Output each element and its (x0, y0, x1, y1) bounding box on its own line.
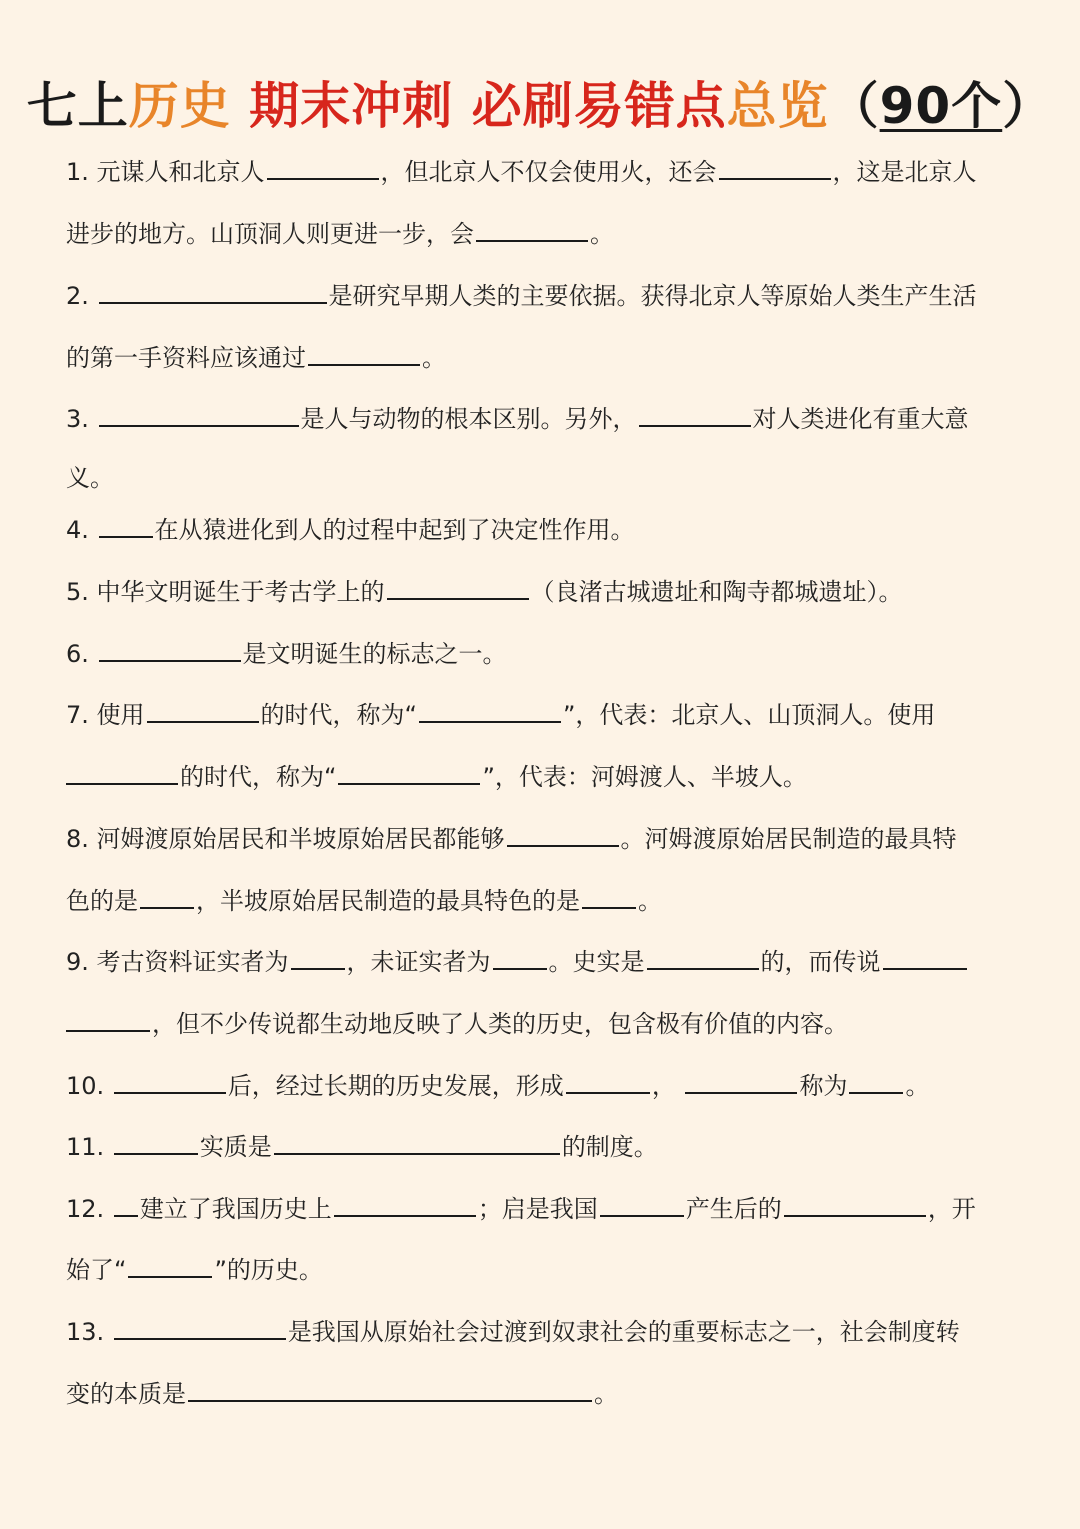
question-10-line (66, 1069, 1026, 1103)
q8-blank-1[interactable] (507, 823, 619, 847)
q1-blank-2[interactable] (719, 156, 831, 180)
q7-blank-3[interactable] (66, 761, 178, 785)
q10-text-d: 称为 (799, 1072, 848, 1100)
title-part-subject: 历史 (128, 77, 231, 135)
q10-blank-2[interactable] (566, 1070, 650, 1094)
q2-text-d: 。 (422, 344, 446, 372)
q6-text-a: 6. (66, 640, 89, 668)
question-3-line-1 (66, 402, 1026, 436)
q6-blank-1[interactable] (99, 638, 241, 662)
question-13-line-2 (66, 1377, 1026, 1411)
q7-text-d: 的时代，称为“ (180, 763, 337, 791)
q3-text-c: 对人类进化有重大意 (752, 405, 969, 433)
q2-blank-2[interactable] (308, 342, 420, 366)
q5-blank-1[interactable] (387, 576, 529, 600)
question-9-line-2 (66, 1007, 1026, 1041)
question-6-line (66, 637, 1026, 671)
q9-blank-4b[interactable] (66, 1008, 150, 1032)
q8-text-a: 8. 河姆渡原始居民和半坡原始居民都能够 (66, 825, 505, 853)
q3-text-d: 义。 (66, 464, 114, 492)
question-12-line-1 (66, 1192, 1026, 1226)
q9-text-a: 9. 考古资料证实者为 (66, 948, 289, 976)
question-13-line-1 (66, 1315, 1026, 1349)
q9-text-b: ，未证实者为 (346, 948, 491, 976)
q4-blank-1[interactable] (99, 514, 153, 538)
q7-text-b: 的时代，称为“ (260, 701, 417, 729)
q7-blank-2[interactable] (419, 699, 561, 723)
q10-text-a: 10. (66, 1072, 105, 1100)
q10-text-b: 后，经过长期的历史发展，形成 (227, 1072, 564, 1100)
q11-text-a: 11. (66, 1133, 105, 1161)
q12-blank-5[interactable] (128, 1254, 212, 1278)
q13-text-c: 变的本质是 (66, 1380, 186, 1408)
q3-text-b: 是人与动物的根本区别。另外， (300, 405, 637, 433)
q3-text-a: 3. (66, 405, 89, 433)
q5-text-b: （良渚古城遗址和陶寺都城遗址）。 (530, 578, 903, 606)
question-11-line (66, 1130, 1026, 1164)
q7-text-e: ”，代表：河姆渡人、半坡人。 (482, 763, 807, 791)
q12-text-c: ；启是我国 (477, 1195, 598, 1223)
q9-text-c: 。史实是 (548, 948, 645, 976)
question-8-line-1 (66, 822, 1026, 856)
q12-text-e: ，开 (927, 1195, 976, 1223)
page-title (0, 66, 1080, 138)
q11-blank-1[interactable] (114, 1131, 198, 1155)
q3-blank-2[interactable] (639, 403, 751, 427)
title-part-errorpoints: 必刷易错点 (471, 77, 727, 135)
q7-text-a: 7. 使用 (66, 701, 145, 729)
q10-blank-3[interactable] (685, 1070, 797, 1094)
question-8-line-2 (66, 884, 1026, 918)
q8-text-d: ，半坡原始居民制造的最具特色的是 (196, 887, 580, 915)
q10-blank-1[interactable] (114, 1070, 226, 1094)
question-5-line (66, 575, 1026, 609)
q9-blank-1[interactable] (291, 946, 345, 970)
q10-blank-4[interactable] (849, 1070, 903, 1094)
q8-blank-3[interactable] (582, 885, 636, 909)
title-count: 90个 (879, 77, 1003, 135)
q12-text-b: 建立了我国历史上 (139, 1195, 332, 1223)
q1-blank-3[interactable] (476, 218, 588, 242)
q13-text-d: 。 (594, 1380, 618, 1408)
q3-blank-1[interactable] (99, 403, 299, 427)
q13-blank-2[interactable] (188, 1378, 592, 1402)
q12-text-a: 12. (66, 1195, 105, 1223)
q12-text-f: 始了“ (66, 1256, 127, 1284)
question-12-line-2 (66, 1253, 1026, 1287)
title-paren-close: ） (1002, 77, 1054, 135)
q2-blank-1[interactable] (99, 280, 327, 304)
title-part-grade: 七上 (26, 77, 129, 135)
q12-blank-1[interactable] (114, 1193, 138, 1217)
q9-blank-3[interactable] (647, 946, 759, 970)
q13-blank-1[interactable] (114, 1316, 286, 1340)
q11-blank-2[interactable] (274, 1131, 560, 1155)
q7-blank-4[interactable] (338, 761, 480, 785)
q8-text-c: 色的是 (66, 887, 138, 915)
question-4-line (66, 513, 1026, 547)
question-3-line-2 (66, 461, 1026, 495)
q8-text-b: 。河姆渡原始居民制造的最具特 (620, 825, 957, 853)
title-part-sprint: 期末冲刺 (249, 77, 454, 135)
question-7-line-2 (66, 760, 1026, 794)
q9-blank-2[interactable] (493, 946, 547, 970)
title-part-overview: 总览 (726, 77, 829, 135)
q1-text-e: 。 (590, 220, 614, 248)
q2-text-a: 2. (66, 282, 89, 310)
q1-text-c: ，这是北京人 (832, 158, 977, 186)
q6-text-b: 是文明诞生的标志之一。 (242, 640, 507, 668)
question-1-line-1 (66, 155, 1026, 189)
q13-text-a: 13. (66, 1318, 105, 1346)
question-9-line-1 (66, 945, 1026, 979)
q9-blank-4a[interactable] (883, 946, 967, 970)
q2-text-c: 的第一手资料应该通过 (66, 344, 306, 372)
question-7-line-1 (66, 698, 1026, 732)
q8-text-e: 。 (638, 887, 662, 915)
q11-text-b: 实质是 (199, 1133, 272, 1161)
q9-text-e: ，但不少传说都生动地反映了人类的历史，包含极有价值的内容。 (152, 1010, 848, 1038)
q1-text-b: ，但北京人不仅会使用火，还会 (380, 158, 717, 186)
q1-blank-1[interactable] (267, 156, 379, 180)
q5-text-a: 5. 中华文明诞生于考古学上的 (66, 578, 385, 606)
question-2-line-1 (66, 279, 1026, 313)
q12-blank-2[interactable] (334, 1193, 476, 1217)
question-2-line-2 (66, 341, 1026, 375)
q11-text-c: 的制度。 (561, 1133, 658, 1161)
q12-text-d: 产生后的 (685, 1195, 782, 1223)
q4-text-b: 在从猿进化到人的过程中起到了决定性作用。 (154, 516, 635, 544)
q4-text-a: 4. (66, 516, 89, 544)
q7-text-c: ”，代表：北京人、山顶洞人。使用 (562, 701, 936, 729)
q9-text-d: 的，而传说 (760, 948, 881, 976)
q10-text-e: 。 (905, 1072, 930, 1100)
question-1-line-2 (66, 217, 1026, 251)
q2-text-b: 是研究早期人类的主要依据。获得北京人等原始人类生产生活 (328, 282, 977, 310)
q12-blank-3[interactable] (600, 1193, 684, 1217)
q12-text-g: ”的历史。 (214, 1256, 323, 1284)
q8-blank-2[interactable] (140, 885, 194, 909)
q1-text-a: 1. 元谋人和北京人 (66, 158, 265, 186)
title-paren-open: （ (828, 77, 880, 135)
q12-blank-4[interactable] (784, 1193, 926, 1217)
q7-blank-1[interactable] (147, 699, 259, 723)
q10-text-c: ， (651, 1072, 676, 1100)
q1-text-d: 进步的地方。山顶洞人则更进一步，会 (66, 220, 474, 248)
q13-text-b: 是我国从原始社会过渡到奴隶社会的重要标志之一，社会制度转 (287, 1318, 960, 1346)
